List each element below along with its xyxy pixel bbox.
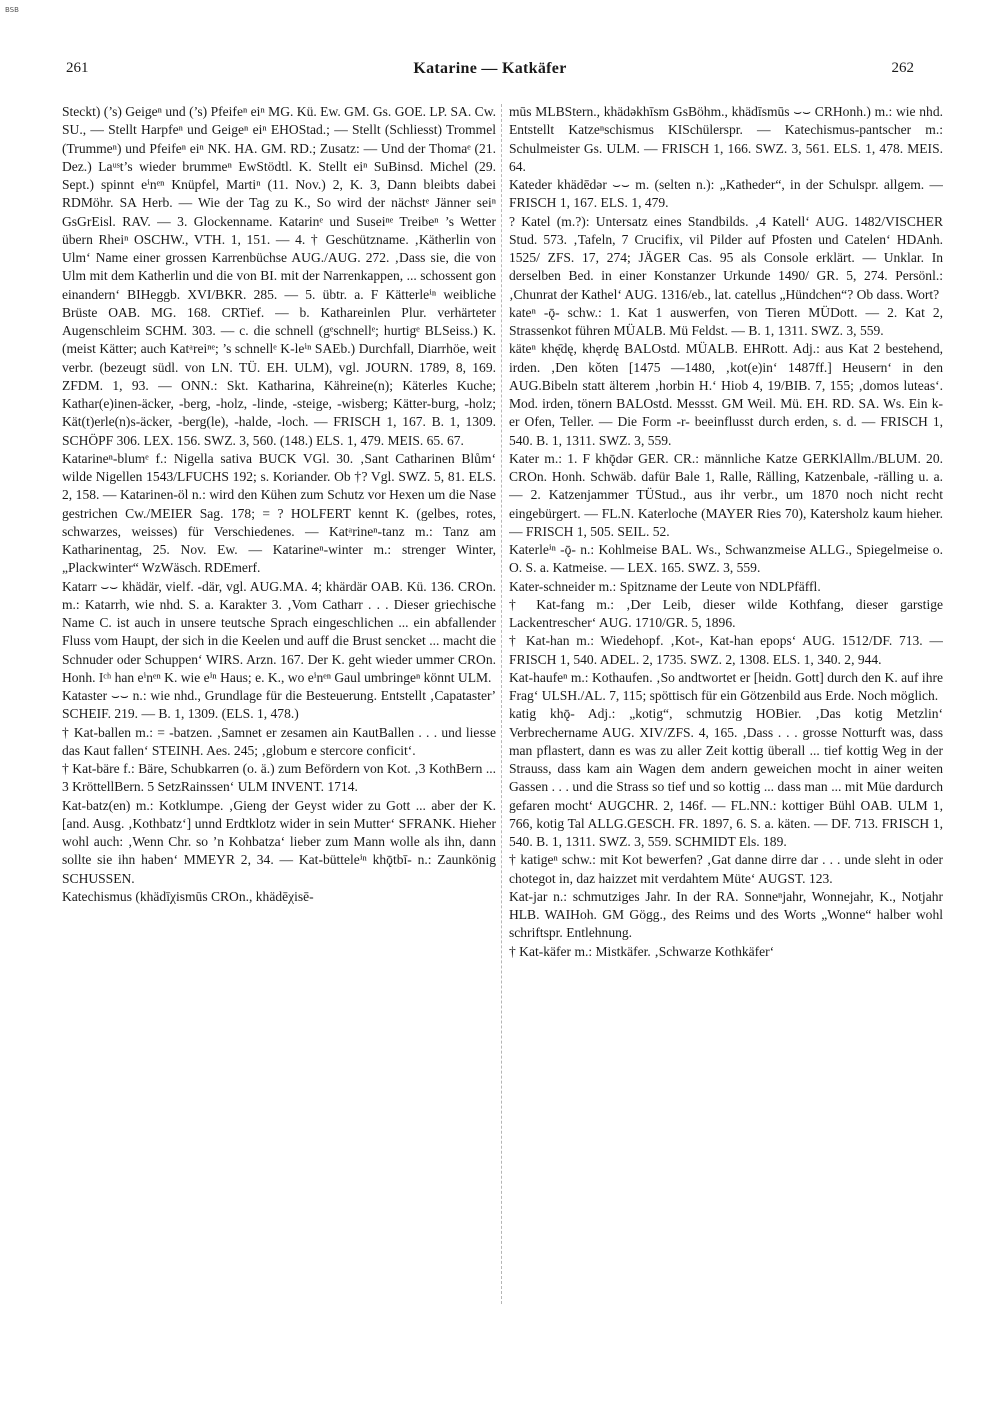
entry-kat-kaefer: † Kat-käfer m.: Mistkäfer. ‚Schwarze Kothkäfer‘ xyxy=(509,943,775,959)
page-number-right: 262 xyxy=(891,60,914,76)
page-header xyxy=(66,60,914,84)
entry-kat-haufen: Kat-haufeⁿ m.: Kothaufen. ‚So andtwortet er [heidn. Gott] durch den K. auf ihre Frag‘ ULSH./AL. 7, 115; spöttisch für ein Götzenbild aus Erde. Noch möglich. xyxy=(509,669,943,703)
entry-kater: Kater m.: 1. F khǭdər GER. CR.: männliche Katze GERKlAllm./BLUM. 20. CROn. Honh. Schwäb. dafür Bale 1, Ralle, Rälling, Katzenbale, -rälling u. a. — 2. Katzenjammer TÜStud., aus ihr verbr., um 1870 noch nicht recht eingebürgert. — FL.N. Katerloche (MAYER Ries 70), Katersholz kaum hieher. — FRISCH 1, 505. SEIL. 52. xyxy=(509,450,943,539)
entry-katechismus-continued: mūs MLBStern., khädəkhīsm GsBöhm., khädīsmūs ⌣⌣ CRHonh.) m.: wie nhd. Entstellt Katzeⁿschismus KISchülerspr. — Katechismus-pantscher m.: Schulmeister Gs. ULM. — FRISCH 1, 166. SWZ. 3, 561. ELS. 1, 478. MEIS. 64. xyxy=(509,104,943,174)
entry-kat-fang: † Kat-fang m.: ‚Der Leib, dieser wilde Kothfang, dieser garstige Lackentrescher‘ AUG. 1710/GR. 5, 1896. xyxy=(509,596,943,630)
entry-kater-schneider: Kater-schneider m.: Spitzname der Leute von NDLPfäffl. xyxy=(509,578,821,594)
entry-kataster: Kataster ⌣⌣ n.: wie nhd., Grundlage für die Besteuerung. Entstellt ‚Capatasterʼ SCHEIF. 219. — B. 1, 1309. (ELS. 1, 478.) xyxy=(62,688,496,722)
entry-katechismus: Katechismus (khädīχismūs CROn., khädēχisē- xyxy=(62,888,314,904)
entry-katarine-continued: Steckt) (’s) Geigeⁿ und (’s) Pfeifeⁿ eiⁿ MG. Kü. Ew. GM. Gs. GOE. LP. SA. Cw. SU., — Stellt Harpfeⁿ und Geigeⁿ eiⁿ EHOStad.; — Stellt (Schliesst) Trommel (Trummeⁿ) und Pfeifeⁿ eiⁿ NK. HA. GM. RD.; Zusatz: — Und der Thomaᵉ (21. Dez.) Laᵘˢt’s wieder brummeⁿ EwStödtl. K. Stellt eiⁿ SuBinsd. Michel (29. Sept.) spinnt eⁱnᵉⁿ Knüpfel, Martiⁿ (11. Nov.) 2, K. 3, Dann bleibts dabei RDMöhr. SA Herb. — Wie der Tag zu K., So wird der nächstᵉ Jänner seiⁿ GsGrEisl. RAV. — 3. Glockenname. Katarinᵉ und Suseiⁿᵉ Treibeⁿ ’s Wetter übern Rheiⁿ OSCHW., VTH. 1, 151. — 4. † Geschützname. ‚Kätherlin von Ulm‘ Name einer grossen Karrenbüchse AUG./AUG. 272. ‚Dass sie, die von Ulm mit dem Katherlin und die von BI. mit der Narrenkappen, ... schossent gon einandern‘ BIHeggb. XVI/BKR. 285. — 5. übtr. a. F Kätterleⁱⁿ weibliche Brüste OAB. MG. 168. CRTief. — b. Kathareinlen Plur. verhärteter Augenschleim SCHM. 303. — c. die schnell (gᵉschnellᵉ; hurtigᵉ BLSeiss.) K. (meist Kätter; auch Katᵃreiⁿᵉ; ’s schnellᵉ K-leⁱⁿ SAEb.) Durchfall, Diarrhöe, weit verbr. (bezeugt südl. von LN. TÜ. EH. ULM), vgl. JOURN. 1789, 8, 169. ZFDM. 1, 93. — ONN.: Skt. Katharina, Kähreine(n); Käterles Kuche; Kathar(e)inen-äcker, -berg, -holz, -linde, -steige, -wisberg; Kätter-burg, -holz; Kät(t)erle(n)s-äcker, -berg(le), -halde, -loch. — FRISCH 1, 167. B. 1, 1309. SCHÖPF 306. LEX. 156. SWZ. 3, 560. (148.) ELS. 1, 479. MEIS. 65. 67. xyxy=(62,104,496,448)
watermark: BSB xyxy=(5,6,19,14)
right-column xyxy=(509,103,943,1315)
page-number-left: 261 xyxy=(66,60,89,76)
entry-katigen: † katigeⁿ schw.: mit Kot bewerfen? ‚Gat danne dirre dar . . . unde sleht in oder chotegot in, daz haizzet mit verdahtem Müte‘ AUGST. 123. xyxy=(509,852,943,886)
column-divider xyxy=(501,104,502,1304)
left-column xyxy=(62,103,496,1315)
entry-kaeten: kätеⁿ khę̄dę, khęrdę BALOstd. MÜALB. EHRott. Adj.: aus Kat 2 bestehend, irden. ‚Den kǒten [1475 —1480, ‚kot(e)in‘ 1487ff.] Heusern‘ in den AUG.Bibeln statt älterem ‚horbin H.‘ Hiob 4, 19/BIB. 7, 155; ‚domos luteas‘. Mod. irden, tönern BALOstd. Messst. GM Weil. Mü. EH. RD. SA. Ws. Ein k-er Ofen, Teller. — Die Form -r- beeinflusst durch erden, s. d. — FRISCH 1, 540. B. 1, 1311. SWZ. 3, 559. xyxy=(509,341,943,448)
entry-kat-jar: Kat-jar n.: schmutziges Jahr. In der RA. Sonneⁿjahr, Wonnejahr, K., Notjahr HLB. WAIHoh. GM Gögg., des Reims und des Worts „Wonne“ halber wohl schriftspr. Entlehnung. xyxy=(509,888,943,941)
entry-kat-ballen: † Kat-ballen m.: = -batzen. ‚Samnet er zesamen ain KautBallen . . . und liesse das Kaut fallen‘ STEINH. Aes. 245; ‚globum e stercore conficit‘. xyxy=(62,724,496,758)
entry-katen: kateⁿ -ǭ- schw.: 1. Kat 1 auswerfen, von Tieren MÜDott. — 2. Kat 2, Strassenkot führen MÜALB. Mü Feldst. — B. 1, 1311. SWZ. 3, 559. xyxy=(509,304,943,338)
entry-katel: ? Katel (m.?): Untersatz eines Standbilds. ‚4 Katell‘ AUG. 1482/VISCHER Stud. 573. ‚Tafeln, 7 Crucifix, vil Pilder auf Pfosten und Catelen‘ HDAnh. 1525/ ZFS. 17, 274; JÄGER Cas. 95 als Console erklärt. — Unklar. In derselben Bed. in einer Konstanzer Urkunde 1490/ GR. 5, 274. Persönl.: ‚Chunrat der Kathel‘ AUG. 1316/eb., lat. catellus „Hündchen“? Ob dass. Wort? xyxy=(509,213,943,302)
entry-kateder: Kateder khädēdər ⌣⌣ m. (selten n.): „Katheder“, in der Schulspr. allgem. — FRISCH 1, 167. ELS. 1, 479. xyxy=(509,177,943,211)
entry-katig: katig khǭ- Adj.: „kotig“, schmutzig HOBier. ‚Das kotig Metzlin‘ Verbrechername AUG. XIV/ZFS. 4, 165. ‚Dass . . . grosse Notturft was, dass man pflastert, dann es was zu aller Zeit kottig überall ... tief kottig Weg in der Strauss, dass kam ain Wagen dem andern geweichen mocht in ainer weiten Gassen . . . und die Strass so tief und so kottig ... dass man ... mit Müe dardurch gefaren mocht‘ AUGCHR. 2, 146f. — FL.NN.: kottiger Bühl OAB. ULM 1, 766, kotig Tal ALLG.GESCH. FR. 1897, 6. S. a. käten. — DF. 713. FRISCH 1, 540. B. 1, 1311. SWZ. 3, 559. SCHMIDT Els. 189. xyxy=(509,706,943,849)
entry-katarinen-blume: Katarineⁿ-blumᵉ f.: Nigella sativa BUCK VGl. 30. ‚Sant Catharinen Blům‘ wilde Nigellen 1543/LFUCHS 192; s. Koriander. Ob †? Vgl. SWZ. 5, 81. ELS. 2, 158. — Katarinen-öl n.: wird den Kühen zum Schutz vor Hexen um die Nase gestrichen Cw./MEIER Sag. 178; = ? HOLFERT kennt K. (gelbes, rotes, schwarzes, weisses) für Verschiedenes. — Katᵃrineⁿ-tanz m.: Tanz am Katharinentag, 25. Nov. Ew. — Katarineⁿ-winter m.: strenger Winter, „Plackwinter“ WzWäsch. RDEmerf. xyxy=(62,450,496,576)
entry-kat-batzen: Kat-batz(en) m.: Kotklumpe. ‚Gieng der Geyst wider zu Gott ... aber der K. [and. Ausg. ‚Kothbatz‘] unnd Erdtklotz wider in sein Mutter‘ SFRANK. Hieher wohl auch: ‚Wenn Chr. so ’n Kohbatza‘ lieber zum Mann wolle als ihn, dann sollte sie ihn haben‘ MMEYR 2, 34. — Kat-bütteleⁱⁿ khǭtbī- n.: Zaunkönig SCHUSSEN. xyxy=(62,797,496,886)
running-title: Katarine — Katkäfer xyxy=(413,60,567,77)
entry-kat-baere: † Kat-bäre f.: Bäre, Schubkarren (o. ä.) zum Befördern von Kot. ‚3 KothBern ... 3 KröttellBern. 5 SetzRainssen‘ ULM INVENT. 1714. xyxy=(62,761,496,795)
entry-katarr: Katarr ⌣⌣ khädär, vielf. -där, vgl. AUG.MA. 4; khärdär OAB. Kü. 136. CROn. m.: Katarrh, wie nhd. S. a. Karakter 3. ‚Vom Catharr . . . Dieser griechische Name C. ist auch in unsere teutsche Sprach eingeschlichen ... ein abfallender Fluss vom Haupt, der sich in die Keelen und auff die Brust sencket ... macht die Schnuder oder Schuppen‘ WIRS. Arzn. 167. Der K. geht wieder ummer CROn. Honh. Iᶜʰ han eⁱnᵉⁿ K. wie eⁱⁿ Haus; e. K., wo eⁱnᵉⁿ Gaul umbringeⁿ könnt ULM. xyxy=(62,578,496,685)
entry-katerlein: Katerleⁱⁿ -ǭ- n.: Kohlmeise BAL. Ws., Schwanzmeise ALLG., Spiegelmeise o. O. S. a. Katmeise. — LEX. 165. SWZ. 3, 559. xyxy=(509,542,943,576)
entry-kat-han: † Kat-han m.: Wiedehopf. ‚Kot-, Kat-han epops‘ AUG. 1512/DF. 713. — FRISCH 1, 540. ADEL. 2, 1735. SWZ. 2, 1308. ELS. 1, 340. 2, 944. xyxy=(509,633,943,667)
